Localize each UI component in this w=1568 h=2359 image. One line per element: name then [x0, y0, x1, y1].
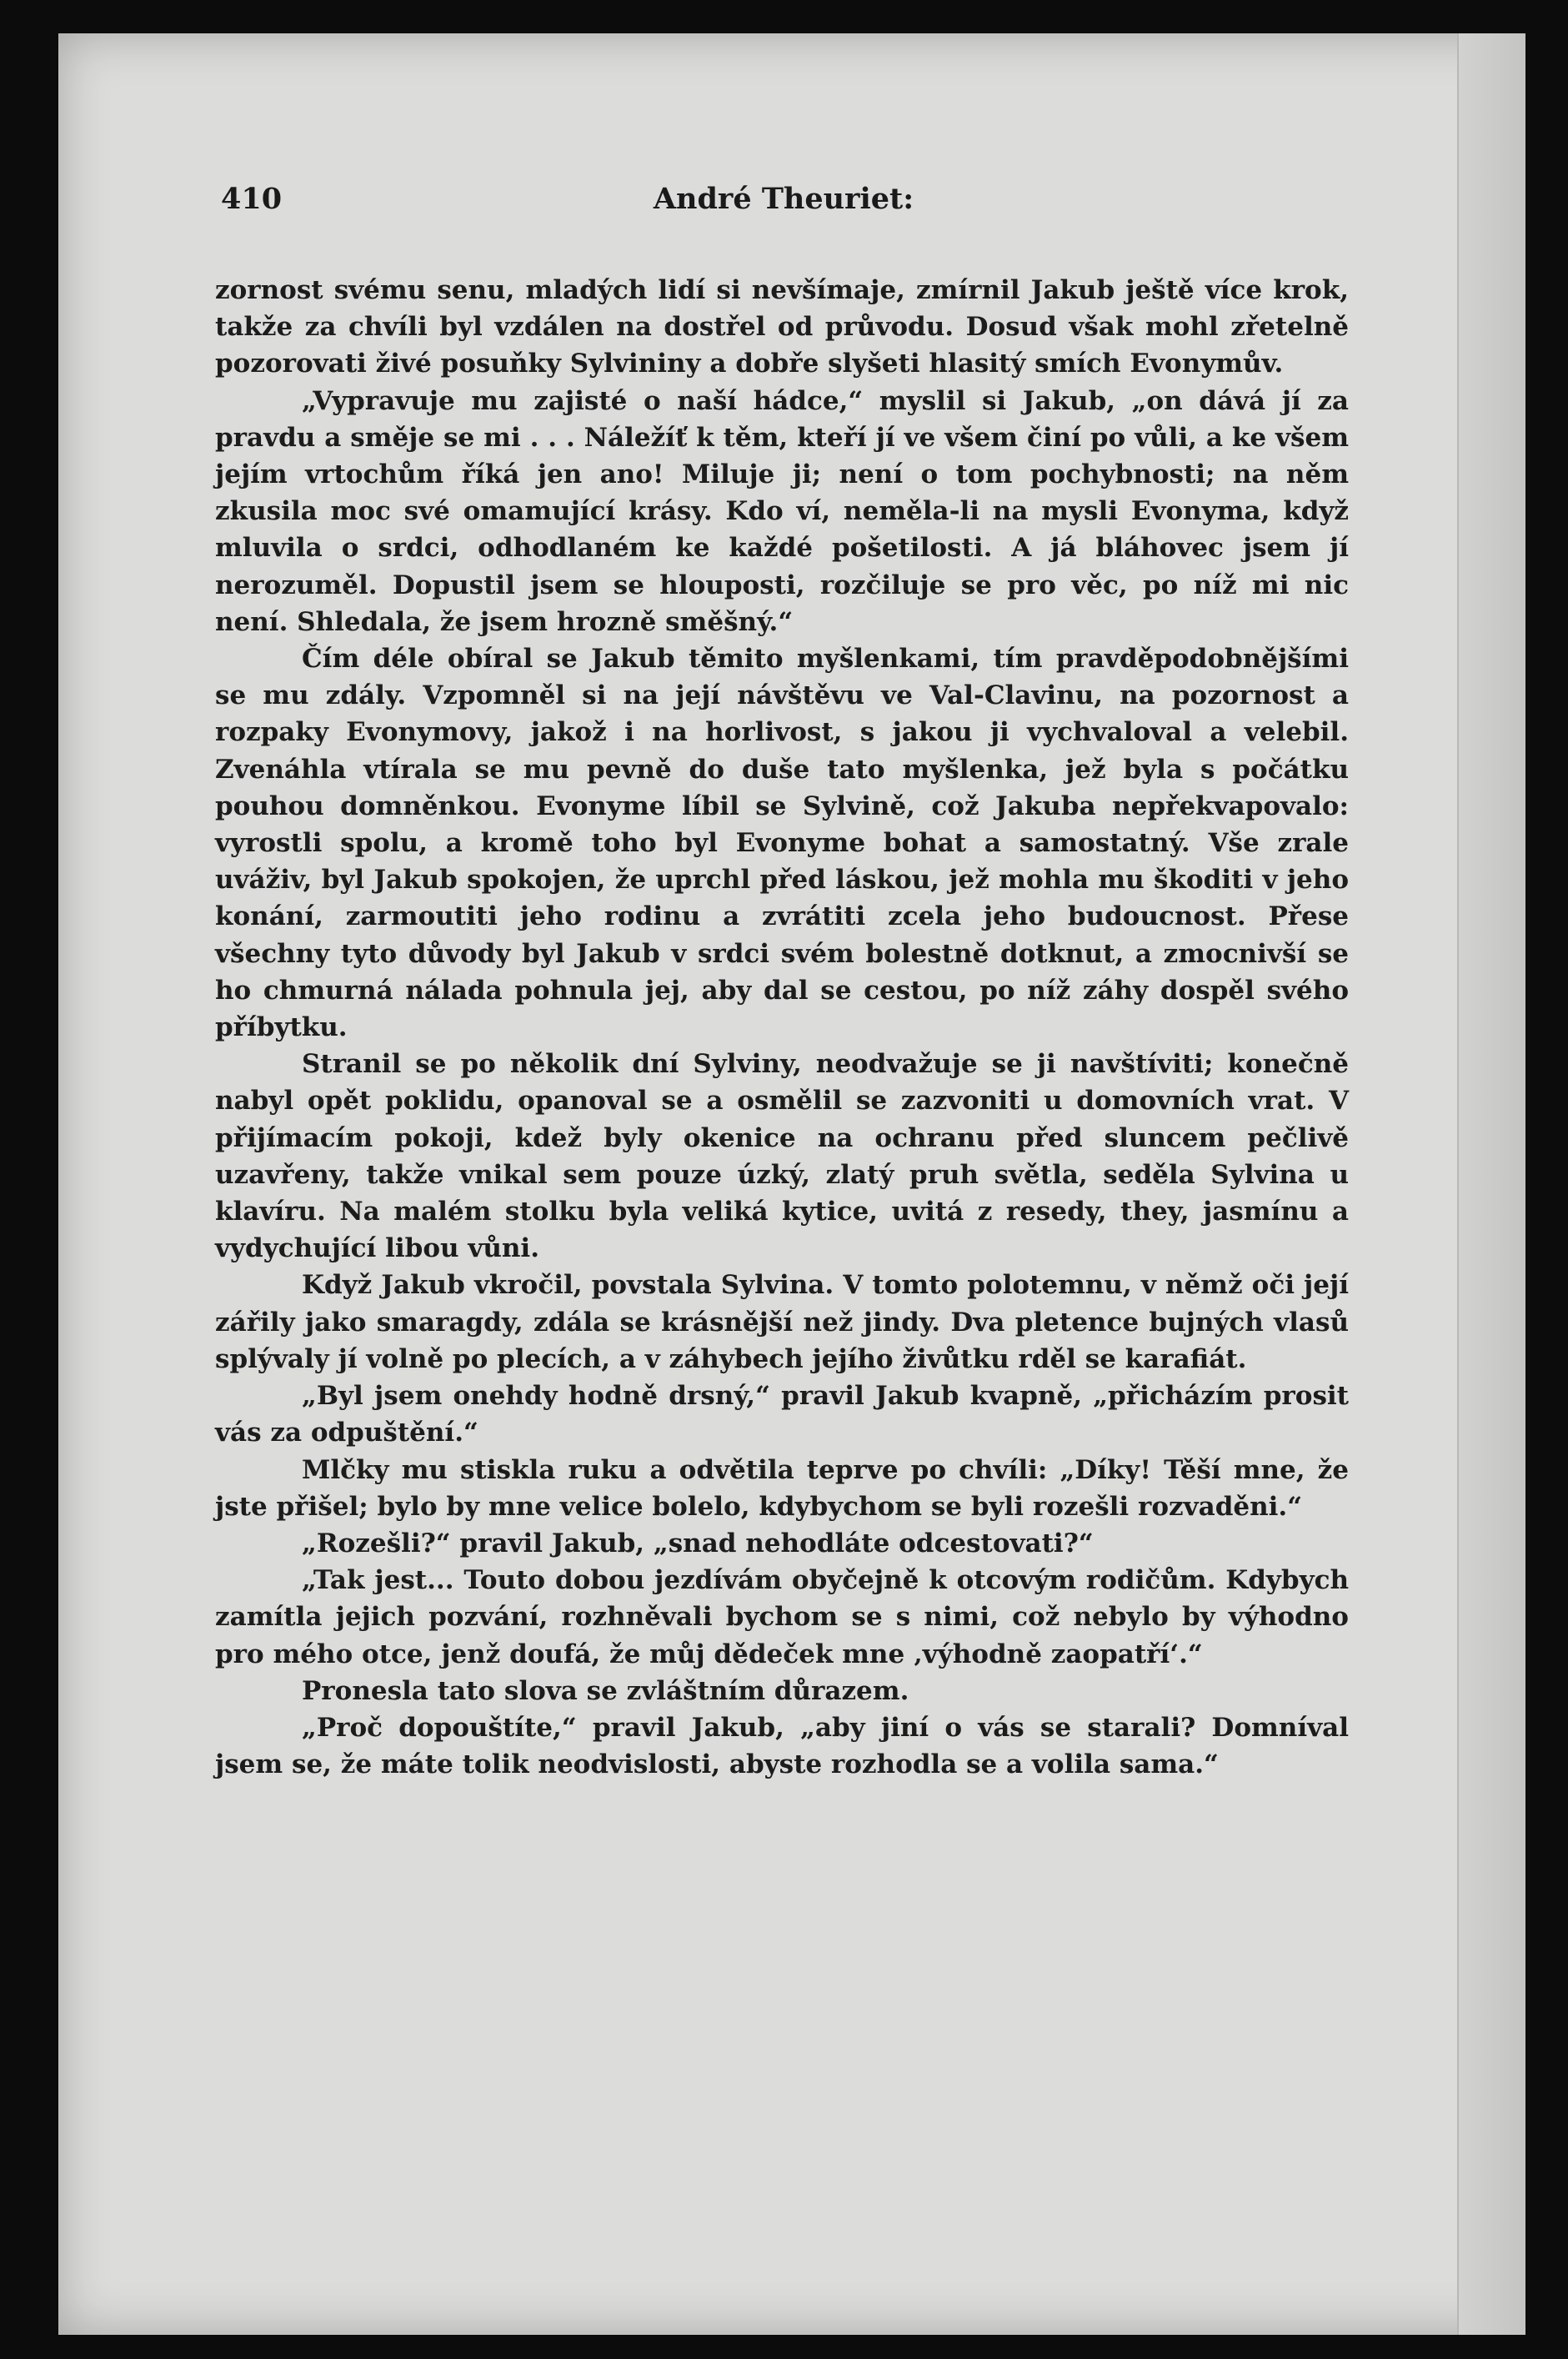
- running-head: André Theuriet:: [653, 182, 914, 216]
- paragraph-9: „Tak jest... Touto dobou jezdívám obyčejně k otcovým rodičům. Kdybych zamítla jejich pozvání, rozhněvali bychom se s nimi, což nebylo by výhodno pro mého otce, jenž doufá, že můj dědeček mne ‚výhodně zaopatří‘.“: [215, 1565, 1349, 1669]
- paragraph-11: „Proč dopouštíte,“ pravil Jakub, „aby jiní o vás se starali? Domníval jsem se, že máte tolik neodvislosti, abyste rozhodla se a volila sama.“: [215, 1712, 1349, 1780]
- paragraph-4: Stranil se po několik dní Sylviny, neodvažuje se ji navštíviti; konečně nabyl opět poklidu, opanoval se a osmělil se zazvoniti u domovních vrat. V přijímacím pokoji, kdež byly okenice na ochranu před sluncem pečlivě uzavřeny, takže vnikal sem pouze úzký, zlatý pruh světla, seděla Sylvina u klavíru. Na malém stolku byla veliká kytice, uvitá z resedy, they, jasmínu a vydychující libou vůni.: [215, 1049, 1349, 1264]
- paragraph-8: „Rozešli?“ pravil Jakub, „snad nehodláte odcestovati?“: [302, 1528, 1094, 1558]
- body-text: [215, 272, 1349, 1783]
- page-header: [221, 182, 1346, 223]
- page-edge: [1457, 33, 1525, 2335]
- paragraph-5: Když Jakub vkročil, povstala Sylvina. V tomto polotemnu, v němž oči její zářily jako smaragdy, zdála se krásnější než jindy. Dva pletence bujných vlasů splývaly jí volně po plecích, a v záhybech jejího živůtku rděl se karafiát.: [215, 1270, 1349, 1374]
- paragraph-1: zornost svému senu, mladých lidí si nevšímaje, zmírnil Jakub ještě více krok, takže za chvíli byl vzdálen na dostřel od průvodu. Dosud však mohl zřetelně pozorovati živé posuňky Sylvininy a dobře slyšeti hlasitý smích Evonymův.: [215, 275, 1349, 379]
- paragraph-10: Pronesla tato slova se zvláštním důrazem.: [302, 1675, 909, 1706]
- paragraph-7: Mlčky mu stiskla ruku a odvětila teprve po chvíli: „Díky! Těší mne, že jste přišel; bylo by mne velice bolelo, kdybychom se byli rozešli rozvaděni.“: [215, 1454, 1349, 1522]
- paragraph-2: „Vypravuje mu zajisté o naší hádce,“ myslil si Jakub, „on dává jí za pravdu a směje se mi . . . Náležíť k těm, kteří jí ve všem činí po vůli, a ke všem jejím vrtochům říká jen ano! Miluje ji; není o tom pochybnosti; na něm zkusila moc své omamující krásy. Kdo ví, neměla-li na mysli Evonyma, když mluvila o srdci, odhodlaném ke každé pošetilosti. A já bláhovec jsem jí nerozuměl. Dopustil jsem se hlouposti, rozčiluje se pro věc, po níž mi nic není. Shledala, že jsem hrozně směšný.“: [215, 385, 1349, 637]
- paragraph-3: Čím déle obíral se Jakub těmito myšlenkami, tím pravděpodobnějšími se mu zdály. Vzpomněl si na její návštěvu ve Val-Clavinu, na pozornost a rozpaky Evonymovy, jakož i na horlivost, s jakou ji vychvaloval a velebil. Zvenáhla vtírala se mu pevně do duše tato myšlenka, jež byla s počátku pouhou domněnkou. Evonyme líbil se Sylvině, což Jakuba nepřekvapovalo: vyrostli spolu, a kromě toho byl Evonyme bohat a samostatný. Vše zrale uváživ, byl Jakub spokojen, že uprchl před láskou, jež mohla mu škoditi v jeho konání, zarmoutiti jeho rodinu a zvrátiti zcela jeho budoucnost. Přese všechny tyto důvody byl Jakub v srdci svém bolestně dotknut, a zmocnivší se ho chmurná nálada pohnula jej, aby dal se cestou, po níž záhy dospěl svého příbytku.: [215, 644, 1349, 1043]
- paragraph-6: „Byl jsem onehdy hodně drsný,“ pravil Jakub kvapně, „přicházím prosit vás za odpuštění.“: [215, 1381, 1349, 1448]
- page-number: 410: [221, 182, 283, 216]
